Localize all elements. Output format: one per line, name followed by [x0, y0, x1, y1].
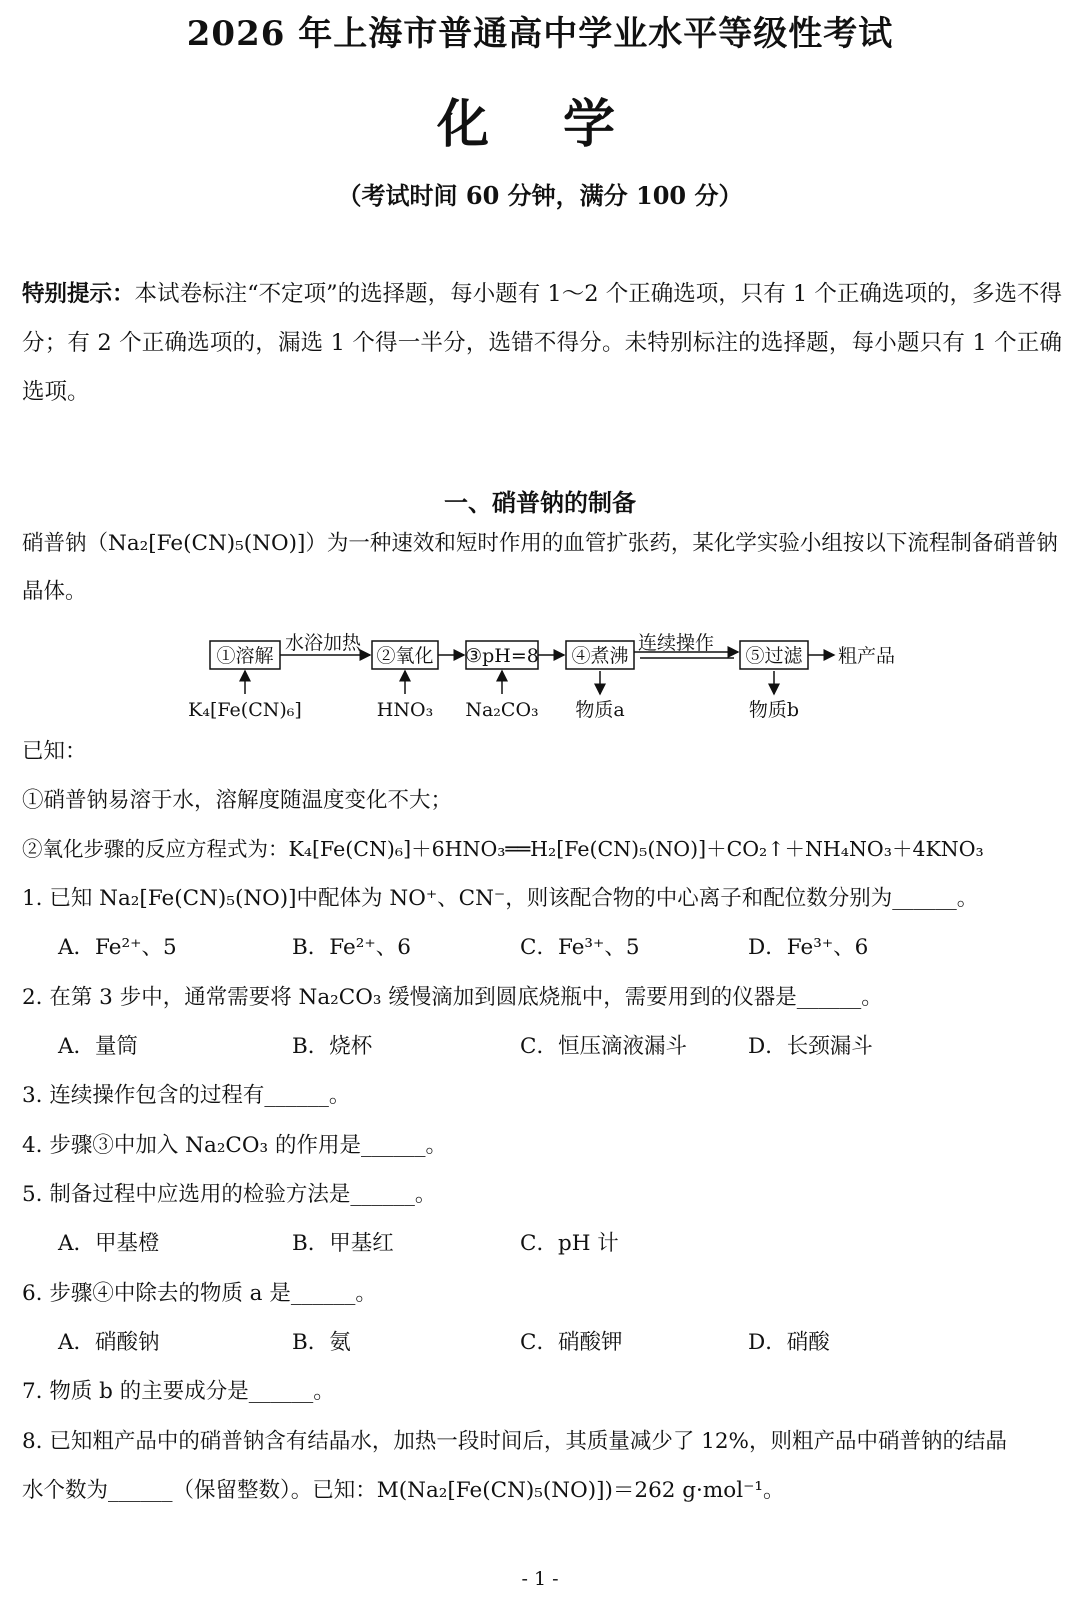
flow-input-1: K₄[Fe(CN)₆]	[188, 699, 302, 721]
flow-step-3	[465, 641, 539, 669]
section-intro: 硝普钠（Na₂[Fe(CN)₅(NO)]）为一种速效和短时作用的血管扩张药，某化学实验小组按以下流程制备硝普钠晶体。	[22, 531, 1058, 604]
q2-option-a: A．量筒	[58, 1034, 139, 1059]
notice-text: 本试卷标注“不定项”的选择题，每小题有 1～2 个正确选项，只有 1 个正确选项的，多选不得分；有 2 个正确选项的，漏选 1 个得一半分，选错不得分。未特别标注的选择题，每小题只有 1 个正确选项。	[22, 281, 1062, 405]
q2-option-b: B．烧杯	[292, 1034, 373, 1059]
flow-output-b: 物质b	[748, 699, 800, 721]
subject-title: 化 学	[436, 94, 644, 155]
flow-arrow-label-2: 连续操作	[637, 632, 715, 654]
time-note: （考试时间 60 分钟，满分 100 分）	[337, 181, 743, 210]
section-title: 一、硝普钠的制备	[444, 488, 636, 517]
svg-text:③pH=8: ③pH=8	[465, 645, 539, 667]
flow-output-a: 物质a	[575, 699, 625, 721]
q6-option-d: D．硝酸	[748, 1330, 830, 1355]
known-item-1: ①硝普钠易溶于水，溶解度随温度变化不大；	[22, 788, 453, 813]
question-5: 5. 制备过程中应选用的检验方法是______。	[22, 1182, 437, 1207]
question-1: 1. 已知 Na₂[Fe(CN)₅(NO)]中配体为 NO⁺、CN⁻，则该配合物的中心离子和配位数分别为______。	[22, 886, 979, 911]
svg-text:⑤过滤: ⑤过滤	[745, 645, 803, 667]
flow-step-4	[566, 641, 634, 669]
svg-text:②氧化: ②氧化	[376, 645, 434, 667]
q2-option-d: D．长颈漏斗	[748, 1034, 873, 1059]
flow-arrow-label-1: 水浴加热	[284, 632, 362, 654]
flow-step-1	[210, 641, 280, 669]
known-item-2: ②氧化步骤的反应方程式为：K₄[Fe(CN)₆]＋6HNO₃══H₂[Fe(CN)₅(NO)]＋CO₂↑＋NH₄NO₃＋4KNO₃	[22, 837, 984, 861]
question-3: 3. 连续操作包含的过程有______。	[22, 1083, 351, 1108]
flow-product: 粗产品	[838, 645, 896, 667]
q1-option-d: D．Fe³⁺、6	[748, 935, 869, 960]
exam-title: 2026 年上海市普通高中学业水平等级性考试	[186, 14, 894, 54]
q2-option-c: C．恒压滴液漏斗	[520, 1034, 687, 1059]
question-2: 2. 在第 3 步中，通常需要将 Na₂CO₃ 缓慢滴加到圆底烧瓶中，需要用到的仪器是______。	[22, 985, 883, 1010]
svg-text:④煮沸: ④煮沸	[571, 645, 629, 667]
notice-label: 特别提示：	[22, 281, 135, 307]
q6-option-a: A．硝酸钠	[58, 1330, 160, 1355]
flow-step-5	[740, 641, 808, 669]
flow-step-2	[372, 641, 438, 669]
q5-option-b: B．甲基红	[292, 1231, 394, 1256]
flow-input-3: Na₂CO₃	[465, 699, 539, 721]
question-7: 7. 物质 b 的主要成分是______。	[22, 1379, 335, 1404]
question-8-line-1: 8. 已知粗产品中的硝普钠含有结晶水，加热一段时间后，其质量减少了 12%，则粗产品中硝普钠的结晶	[22, 1429, 1007, 1454]
q6-option-c: C．硝酸钾	[520, 1330, 623, 1355]
question-6: 6. 步骤④中除去的物质 a 是______。	[22, 1281, 377, 1306]
known-label: 已知：	[22, 739, 87, 764]
q1-option-b: B．Fe²⁺、6	[292, 935, 411, 960]
question-8-line-2: 水个数为______（保留整数）。已知：M(Na₂[Fe(CN)₅(NO)])＝262 g·mol⁻¹。	[22, 1478, 785, 1503]
q1-option-c: C．Fe³⁺、5	[520, 935, 640, 960]
q1-option-a: A．Fe²⁺、5	[58, 935, 177, 960]
question-4: 4. 步骤③中加入 Na₂CO₃ 的作用是______。	[22, 1133, 447, 1158]
flow-input-2: HNO₃	[376, 699, 434, 721]
q5-option-a: A．甲基橙	[58, 1231, 160, 1256]
svg-text:①溶解: ①溶解	[216, 645, 274, 667]
q5-option-c: C．pH 计	[520, 1231, 619, 1256]
q6-option-b: B．氨	[292, 1330, 351, 1355]
page-number: - 1 -	[521, 1568, 559, 1590]
